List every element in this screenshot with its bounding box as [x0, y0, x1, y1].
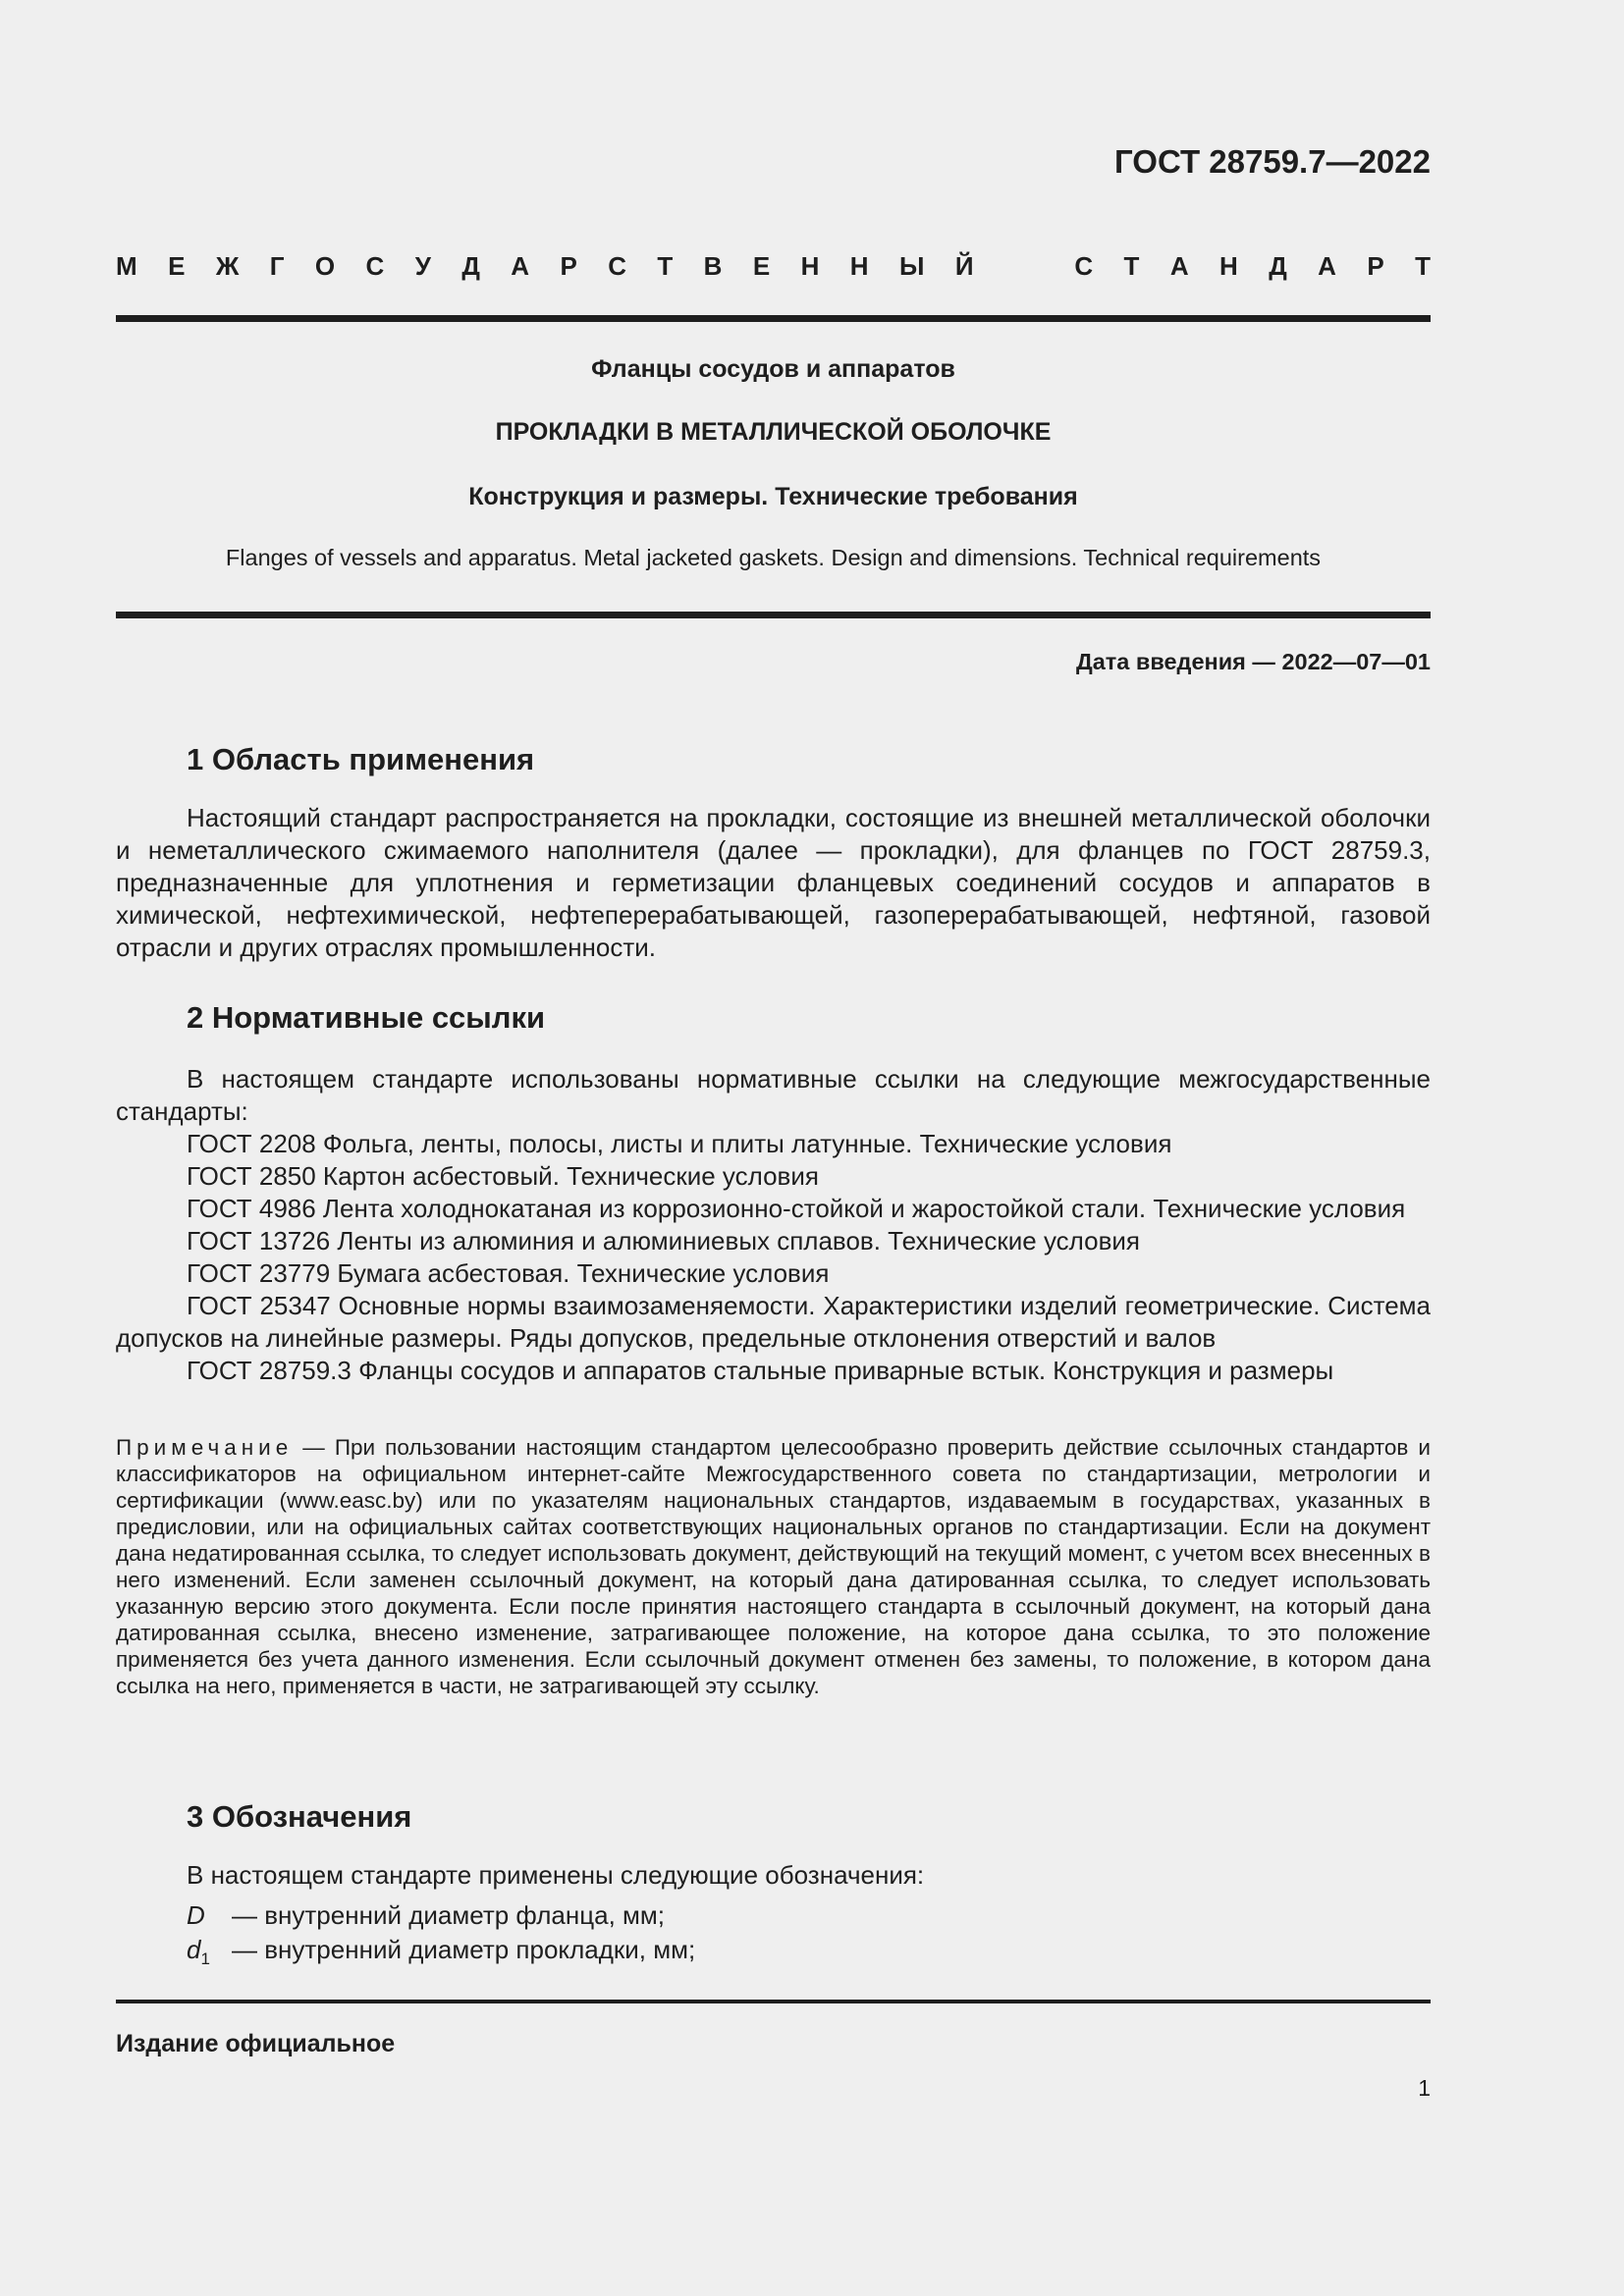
symbol — [187, 1934, 232, 1975]
symbol-description: — внутренний диаметр фланца, мм; — [232, 1900, 666, 1930]
banner-letter: Д — [461, 251, 480, 281]
title-line-3: Конструкция и размеры. Технические требования — [468, 483, 1078, 510]
reference-item: ГОСТ 13726 Ленты из алюминия и алюминиевых сплавов. Технические условия — [187, 1226, 1141, 1255]
banner-letter: Д — [1269, 251, 1287, 281]
symbol-description: — внутренний диаметр прокладки, мм; — [232, 1935, 696, 1964]
banner-letter: Е — [752, 251, 771, 281]
banner-letter: У — [414, 251, 431, 281]
title-rule — [116, 612, 1431, 618]
banner-letter: Е — [168, 251, 186, 281]
standard-number: ГОСТ 28759.7—2022 — [1114, 143, 1431, 180]
references-note — [116, 1434, 1431, 1699]
title-english: Flanges of vessels and apparatus. Metal jacketed gaskets. Design and dimensions. Technical requirements — [225, 545, 1322, 570]
reference-item: ГОСТ 4986 Лента холоднокатаная из коррозионно-стойкой и жаростойкой стали. Технические условия — [187, 1194, 1406, 1223]
banner-letter: Т — [657, 251, 674, 281]
banner-letter: А — [1169, 251, 1189, 281]
symbol-subscript: 1 — [200, 1949, 210, 1969]
reference-item: ГОСТ 2850 Картон асбестовый. Технические условия — [187, 1161, 819, 1191]
section-2-intro: В настоящем стандарте использованы нормативные ссылки на следующие межгосударственные стандарты: — [116, 1064, 1431, 1126]
footer-rule — [116, 2000, 1431, 2003]
banner-letter: Н — [1219, 251, 1238, 281]
page-number: 1 — [1418, 2075, 1431, 2101]
banner-letter: Н — [849, 251, 869, 281]
banner-letter: А — [511, 251, 530, 281]
symbol-letter: d — [187, 1935, 201, 1964]
reference-item: ГОСТ 28759.3 Фланцы сосудов и аппаратов стальные приварные встык. Конструкция и размеры — [187, 1356, 1334, 1385]
banner-letter: Н — [800, 251, 820, 281]
symbol-row — [187, 1899, 665, 1932]
interstate-standard-banner — [116, 251, 1431, 282]
section-3-heading: 3 Обозначения — [187, 1799, 412, 1834]
banner-letter: Т — [1415, 251, 1431, 281]
banner-letter: С — [1074, 251, 1094, 281]
symbol-row — [187, 1934, 695, 1975]
banner-letter: М — [116, 251, 137, 281]
reference-item: ГОСТ 2208 Фольга, ленты, полосы, листы и плиты латунные. Технические условия — [187, 1129, 1172, 1158]
note-text: — При пользовании настоящим стандартом целесообразно проверить действие ссылочных стандартов и классификаторов на официальном интернет-сайте Межгосударственного совета по стандартизации, метрологии и сертификации (www.easc.by) или по указателям национальных стандартов, издаваемым в государствах, указанных в предисловии, или на официальных сайтах соответствующих национальных органов по стандартизации. Если на документ дана недатированная ссылка, то следует использовать документ, действующий на текущий момент, с учетом всех внесенных в него изменений. Если заменен ссылочный документ, на который дана датированная ссылка, то следует использовать указанную версию этого документа. Если после принятия настоящего стандарта в ссылочный документ, на который дана датированная ссылка, внесено изменение, затрагивающее положение, на которое дана ссылка, то это положение применяется без учета данного изменения. Если ссылочный документ отменен без замены, то положение, в котором дана ссылка на него, применяется в части, не затрагивающей эту ссылку. — [116, 1435, 1431, 1698]
symbol — [187, 1899, 232, 1932]
banner-letter: С — [365, 251, 385, 281]
banner-letter: В — [703, 251, 723, 281]
banner-letter: Г — [269, 251, 285, 281]
title-line-2: ПРОКЛАДКИ В МЕТАЛЛИЧЕСКОЙ ОБОЛОЧКЕ — [495, 418, 1052, 446]
symbol-letter: D — [187, 1900, 205, 1930]
section-3-intro: В настоящем стандарте применены следующие обозначения: — [187, 1860, 925, 1890]
banner-word-gap — [1004, 251, 1044, 282]
official-edition-label: Издание официальное — [116, 2030, 396, 2057]
banner-letter: О — [314, 251, 336, 281]
section-1-text: Настоящий стандарт распространяется на прокладки, состоящие из внешней металлической оболочки и неметаллического сжимаемого наполнителя (далее — прокладки), для фланцев по ГОСТ 28759.3, предназначенные для уплотнения и герметизации фланцевых соединений сосудов и аппаратов в химической, нефтехимической, нефтеперерабатывающей, газоперерабатывающей, нефтяной, газовой отрасли и других отраслях промышленности. — [116, 803, 1431, 962]
banner-letter: Р — [1367, 251, 1384, 281]
banner-letter: А — [1318, 251, 1336, 281]
section-2-heading: 2 Нормативные ссылки — [187, 1000, 546, 1035]
introduction-date: Дата введения — 2022—07—01 — [1075, 649, 1431, 674]
banner-letter: С — [608, 251, 626, 281]
normative-references-list — [116, 1128, 1431, 1387]
reference-item: ГОСТ 25347 Основные нормы взаимозаменяемости. Характеристики изделий геометрические. Система допусков на линейные размеры. Ряды допусков, предельные отклонения отверстий и валов — [116, 1291, 1431, 1353]
banner-letter: Й — [954, 251, 974, 281]
reference-item: ГОСТ 23779 Бумага асбестовая. Технические условия — [187, 1258, 830, 1288]
note-label: Примечание — [116, 1435, 294, 1460]
section-1-heading: 1 Область применения — [187, 742, 535, 776]
banner-letter: Р — [560, 251, 577, 281]
banner-letter: Ж — [215, 251, 240, 281]
header-rule — [116, 315, 1431, 322]
banner-letter: Ы — [898, 251, 925, 281]
banner-letter: Т — [1123, 251, 1140, 281]
title-line-1: Фланцы сосудов и аппаратов — [591, 355, 955, 383]
